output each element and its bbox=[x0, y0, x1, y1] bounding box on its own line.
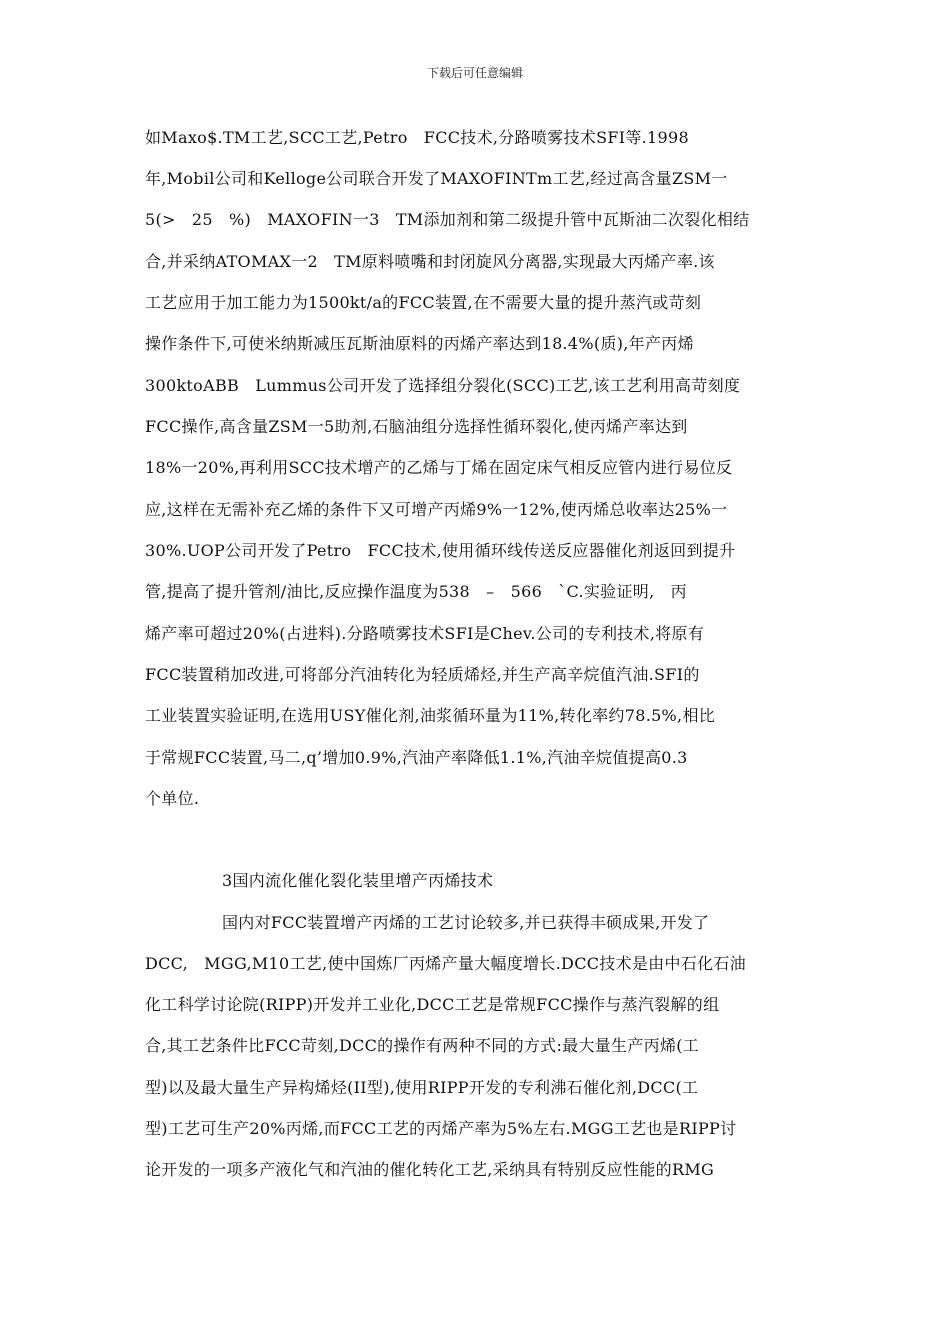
text-line: 应,这样在无需补充乙烯的条件下又可增产丙烯9%一12%,使丙烯总收率达25%一 bbox=[145, 500, 728, 519]
text-line: 型)工艺可生产20%丙烯,而FCC工艺的丙烯产率为5%左右.MGG工艺也是RIPP讨 bbox=[145, 1119, 737, 1138]
text-line: 年,Mobil公司和Kelloge公司联合开发了MAXOFINTm工艺,经过高含量ZSM一 bbox=[145, 169, 728, 188]
text-line: FCC装置稍加改进,可将部分汽油转化为轻质烯烃,并生产高辛烷值汽油.SFI的 bbox=[145, 665, 700, 684]
text-line: 论开发的一项多产液化气和汽油的催化转化工艺,采纳具有特别反应性能的RMG bbox=[145, 1160, 715, 1179]
section-heading: 3国内流化催化裂化装里增产丙烯技术 bbox=[222, 871, 494, 890]
text-line: 合,并采纳ATOMAX一2 TM原料喷嘴和封闭旋风分离器,实现最大丙烯产率.该 bbox=[145, 252, 715, 271]
text-line: 300ktoABB Lummus公司开发了选择组分裂化(SCC)工艺,该工艺利用高苛刻度 bbox=[145, 376, 741, 395]
text-line: FCC操作,高含量ZSM一5助剂,石脑油组分选择性循环裂化,使丙烯产率达到 bbox=[145, 417, 688, 436]
text-line: 烯产率可超过20%(占进料).分路喷雾技术SFI是Chev.公司的专利技术,将原有 bbox=[145, 624, 705, 643]
text-line: 型)以及最大量生产异构烯烃(II型),使用RIPP开发的专利沸石催化剂,DCC(工 bbox=[145, 1078, 699, 1097]
text-line: 5(> 25 %) MAXOFIN一3 TM添加剂和第二级提升管中瓦斯油二次裂化相结 bbox=[145, 210, 750, 229]
text-line: 国内对FCC装置增产丙烯的工艺讨论较多,并已获得丰硕成果,开发了 bbox=[222, 913, 710, 932]
text-line: 合,其工艺条件比FCC苛刻,DCC的操作有两种不同的方式:最大量生产丙烯(工 bbox=[145, 1036, 700, 1055]
text-line: 工业装置实验证明,在选用USY催化剂,油浆循环量为11%,转化率约78.5%,相比 bbox=[145, 706, 716, 725]
text-line: 如Maxo$.TM工艺,SCC工艺,Petro FCC技术,分路喷雾技术SFI等.1998 bbox=[145, 128, 689, 147]
text-line: 个单位. bbox=[145, 789, 200, 808]
text-line: 工艺应用于加工能力为1500kt/a的FCC装置,在不需要大量的提升蒸汽或苛刻 bbox=[145, 293, 702, 312]
text-line: DCC, MGG,M10工艺,使中国炼厂丙烯产量大幅度增长.DCC技术是由中石化石油 bbox=[145, 954, 746, 973]
text-line: 管,提高了提升管剂/油比,反应操作温度为538 – 566 `C.实验证明, 丙 bbox=[145, 582, 687, 601]
text-line: 于常规FCC装置,马二,q’增加0.9%,汽油产率降低1.1%,汽油辛烷值提高0.3 bbox=[145, 748, 688, 767]
text-line: 18%一20%,再利用SCC技术增产的乙烯与丁烯在固定床气相反应管内进行易位反 bbox=[145, 458, 733, 477]
page-header: 下载后可任意编辑 bbox=[426, 66, 523, 80]
text-line: 30%.UOP公司开发了Petro FCC技术,使用循环线传送反应器催化剂返回到提升 bbox=[145, 541, 736, 560]
text-line: 操作条件下,可使米纳斯减压瓦斯油原料的丙烯产率达到18.4%(质),年产丙烯 bbox=[145, 334, 694, 353]
text-line: 化工科学讨论院(RIPP)开发并工业化,DCC工艺是常规FCC操作与蒸汽裂解的组 bbox=[145, 995, 720, 1014]
